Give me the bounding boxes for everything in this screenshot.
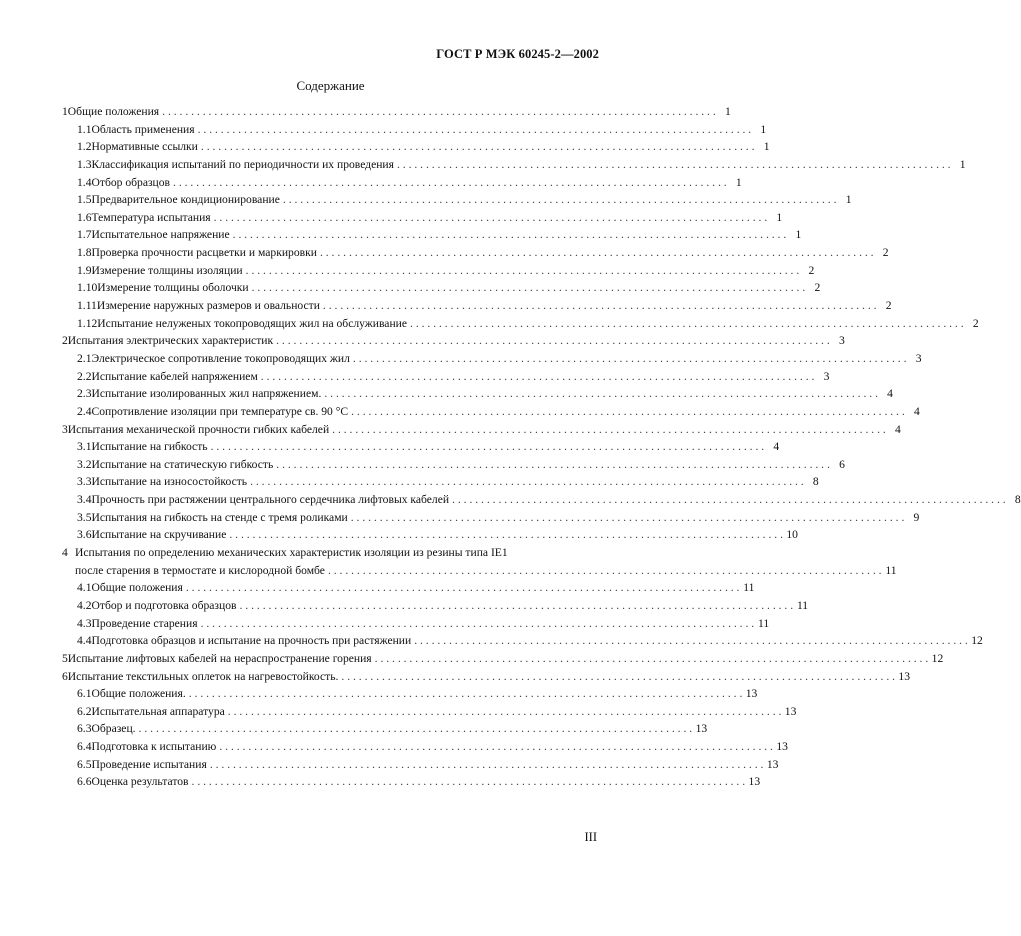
toc-entry-title: Проведение испытания — [91, 757, 207, 771]
toc-title: Содержание — [296, 78, 365, 93]
toc-entry-page: 13 — [748, 775, 761, 789]
dot-leader — [192, 773, 746, 791]
toc-entry-title: Испытание нелуженых токопроводящих жил на обслуживание — [97, 316, 408, 330]
toc-entry-page: 8 — [812, 475, 819, 489]
toc-entry[interactable] — [62, 456, 845, 474]
toc-entry[interactable] — [62, 632, 983, 650]
toc-entry-title: Подготовка к испытанию — [91, 740, 217, 754]
toc-entry-4[interactable] — [62, 544, 598, 562]
toc-entry[interactable] — [62, 579, 755, 597]
toc-entry-number: 1.3 — [77, 157, 92, 171]
toc-entry-title: Отбор и подготовка образцов — [91, 598, 237, 612]
dot-leader — [201, 615, 755, 633]
toc-entry-number: 4.4 — [77, 634, 92, 648]
toc-entry[interactable] — [62, 756, 779, 774]
dot-leader — [328, 562, 882, 580]
toc-entry[interactable] — [62, 332, 845, 350]
dot-leader — [261, 368, 815, 386]
dot-leader — [341, 668, 895, 686]
toc-entry-title: Нормативные ссылки — [91, 140, 198, 154]
toc-entry-number: 6 — [62, 669, 68, 683]
toc-entry-page: 13 — [776, 740, 788, 754]
toc-entry[interactable] — [62, 421, 901, 439]
toc-entry-page: 11 — [885, 563, 897, 577]
toc-entry-page: 1 — [763, 140, 770, 154]
toc-entry[interactable] — [62, 526, 798, 544]
toc-entry-number: 1.11 — [77, 299, 97, 313]
toc-entry-number: 1.10 — [77, 281, 98, 295]
toc-entry-page: 13 — [695, 722, 708, 736]
toc-entry-number: 6.6 — [77, 775, 92, 789]
toc-entry[interactable] — [62, 262, 815, 280]
toc-entry[interactable] — [62, 279, 821, 297]
toc-entry-page: 1 — [776, 210, 783, 224]
toc-entry[interactable] — [62, 138, 770, 156]
toc-entry-title-continued: после старения в термостате и кислородной бомбе — [75, 563, 325, 577]
toc-entry[interactable] — [62, 473, 819, 491]
toc-entry-number: 4.3 — [77, 616, 92, 630]
dot-leader — [323, 297, 877, 315]
dot-leader — [252, 279, 806, 297]
toc-entry-number: 6.2 — [77, 704, 92, 718]
toc-entry-page: 2 — [885, 299, 892, 313]
toc-entry[interactable] — [62, 244, 889, 262]
toc-entry-title: Классификация испытаний по периодичности их проведения — [91, 157, 394, 171]
toc-entry-page: 1 — [959, 157, 966, 171]
standard-designation: ГОСТ Р МЭК 60245-2—2002 — [436, 47, 599, 61]
toc-entry-title: Общие положения — [67, 105, 160, 118]
dot-leader — [219, 738, 773, 756]
toc-entry-number: 1 — [62, 105, 68, 118]
dot-leader — [240, 597, 794, 615]
dot-leader — [276, 456, 830, 474]
toc-entry-title: Измерение наружных размеров и овальности — [96, 299, 320, 313]
toc-entry-page: 1 — [795, 228, 802, 242]
toc-entry[interactable] — [62, 668, 911, 686]
toc-entry-number: 1.7 — [77, 228, 92, 242]
toc-entry-page: 9 — [913, 510, 920, 524]
toc-entry-title: Испытание на износостойкость — [91, 475, 248, 489]
toc-entry-title: Общие положения — [91, 581, 183, 595]
toc-entry-page: 4 — [894, 422, 901, 436]
toc-entry-number: 2.2 — [77, 369, 92, 383]
toc-entry-number: 1.12 — [77, 316, 98, 330]
dot-leader — [211, 438, 765, 456]
toc-entry-title: Испытания по определению механических характеристик изоляции из резины типа IE1 — [75, 546, 508, 560]
toc-entry-number: 4.2 — [77, 598, 92, 612]
toc-entry-page: 1 — [845, 193, 852, 207]
toc-entry[interactable] — [62, 509, 920, 527]
dot-leader — [228, 703, 782, 721]
toc-entry-page: 13 — [784, 704, 797, 718]
toc-entry-number: 2 — [62, 334, 68, 348]
toc-entry[interactable] — [62, 103, 731, 121]
toc-entry-number: 1.1 — [77, 122, 92, 136]
dot-leader — [201, 138, 755, 156]
toc-entry[interactable] — [62, 703, 797, 721]
toc-entry-page: 4 — [773, 440, 780, 454]
dot-leader — [214, 209, 768, 227]
toc-entry-page: 3 — [838, 334, 845, 348]
toc-entry-page: 11 — [796, 598, 809, 612]
toc-entry-title: Испытание текстильных оплеток на нагревостойкость. — [67, 669, 339, 683]
toc-entry-page: 12 — [931, 651, 944, 665]
toc-entry[interactable] — [62, 597, 809, 615]
toc-entry-title: Отбор образцов — [91, 175, 171, 189]
toc-entry-title: Электрическое сопротивление токопроводящих жил — [91, 351, 350, 365]
toc-entry-page: 1 — [735, 175, 742, 189]
toc-entry[interactable] — [62, 615, 770, 633]
toc-entry-number: 3.1 — [77, 440, 92, 454]
toc-entry-page: 13 — [745, 687, 758, 701]
toc-entry-title: Предварительное кондиционирование — [91, 193, 280, 207]
toc-entry-title: Температура испытания — [91, 210, 211, 224]
table-of-contents — [62, 103, 1021, 791]
toc-entry-title: Испытания на гибкость на стенде с тремя роликами — [91, 510, 348, 524]
toc-entry[interactable] — [62, 121, 767, 139]
toc-entry[interactable] — [62, 368, 830, 386]
dot-leader — [397, 156, 951, 174]
toc-entry-title: Испытания механической прочности гибких кабелей — [67, 422, 330, 436]
toc-entry-number: 3.5 — [77, 510, 92, 524]
toc-entry-page: 11 — [743, 581, 755, 595]
dot-leader — [189, 685, 743, 703]
toc-entry[interactable] — [62, 773, 761, 791]
dot-leader — [320, 244, 874, 262]
toc-entry-title: Измерение толщины оболочки — [97, 281, 249, 295]
dot-leader — [324, 385, 878, 403]
toc-entry-title: Испытание на статическую гибкость — [91, 457, 274, 471]
toc-entry[interactable] — [62, 738, 788, 756]
toc-entry-page: 4 — [913, 404, 920, 418]
dot-leader — [186, 579, 740, 597]
dot-leader — [351, 403, 905, 421]
toc-entry-title: Область применения — [91, 122, 195, 136]
toc-entry-page: 3 — [915, 351, 922, 365]
dot-leader — [410, 315, 964, 333]
toc-entry[interactable] — [62, 174, 742, 192]
toc-entry-page: 12 — [971, 634, 983, 648]
toc-entry-title: Испытательная аппаратура — [91, 704, 225, 718]
toc-entry-title: Испытание на гибкость — [91, 440, 208, 454]
toc-entry-page: 4 — [887, 387, 893, 401]
toc-entry-title: Общие положения. — [91, 687, 186, 701]
toc-entry-number: 3.6 — [77, 528, 92, 542]
dot-leader — [375, 650, 929, 668]
toc-entry-title: Испытание на скручивание — [91, 528, 227, 542]
dot-leader — [250, 473, 804, 491]
toc-entry[interactable] — [62, 226, 802, 244]
toc-entry-title: Испытания электрических характеристик — [67, 334, 274, 348]
dot-leader — [283, 191, 837, 209]
page-number: III — [584, 830, 597, 844]
toc-entry-number: 6.5 — [77, 757, 92, 771]
toc-entry-title: Проверка прочности расцветки и маркировки — [91, 246, 317, 260]
toc-entry-title: Испытание лифтовых кабелей на нераспространение горения — [67, 651, 372, 665]
toc-entry-number: 2.4 — [77, 404, 92, 418]
toc-entry[interactable] — [62, 156, 966, 174]
dot-leader — [351, 509, 905, 527]
dot-leader — [210, 756, 764, 774]
toc-entry[interactable] — [62, 491, 1021, 509]
toc-entry-page: 6 — [839, 457, 845, 471]
toc-entry[interactable] — [62, 315, 979, 333]
toc-entry-number: 6.1 — [77, 687, 92, 701]
toc-entry-title: Подготовка образцов и испытание на прочность при растяжении — [91, 634, 412, 648]
dot-leader — [353, 350, 907, 368]
toc-entry-title: Образец. — [91, 722, 136, 736]
toc-entry-number: 1.4 — [77, 175, 92, 189]
toc-entry[interactable] — [62, 385, 893, 403]
toc-entry-4-continued[interactable] — [62, 562, 897, 580]
toc-entry-number: 3.3 — [77, 475, 92, 489]
toc-entry-page: 13 — [898, 669, 911, 683]
toc-entry-number: 2.3 — [77, 387, 92, 401]
dot-leader — [198, 121, 752, 139]
toc-entry[interactable] — [62, 191, 852, 209]
dot-leader — [246, 262, 800, 280]
toc-entry[interactable] — [62, 297, 892, 315]
dot-leader — [162, 103, 716, 121]
toc-entry-page: 13 — [766, 757, 779, 771]
toc-entry-page: 3 — [823, 369, 830, 383]
dot-leader — [276, 332, 830, 350]
toc-entry-page: 2 — [972, 316, 979, 330]
toc-entry-page: 2 — [882, 246, 889, 260]
toc-entry-number: 1.6 — [77, 210, 92, 224]
toc-entry-number: 4.1 — [77, 581, 92, 595]
toc-entry-number: 4 — [62, 546, 68, 560]
toc-entry-number: 3 — [62, 422, 68, 436]
toc-entry-title: Оценка результатов — [91, 775, 189, 789]
toc-entry-number: 2.1 — [77, 351, 92, 365]
toc-entry-page: 2 — [814, 281, 821, 295]
dot-leader — [229, 526, 783, 544]
toc-entry-number: 1.9 — [77, 263, 92, 277]
toc-entry[interactable] — [62, 650, 944, 668]
dot-leader — [414, 632, 968, 650]
toc-entry-number: 3.2 — [77, 457, 92, 471]
toc-entry-page: 11 — [758, 616, 770, 630]
dot-leader — [332, 421, 886, 439]
toc-entry[interactable] — [62, 720, 708, 738]
toc-entry[interactable] — [62, 685, 758, 703]
dot-leader — [173, 174, 727, 192]
dot-leader — [139, 720, 693, 738]
toc-entry[interactable] — [62, 403, 920, 421]
toc-entry-number: 3.4 — [77, 493, 92, 507]
toc-entry-title: Измерение толщины изоляции — [91, 263, 243, 277]
toc-entry-number: 1.2 — [77, 140, 92, 154]
toc-entry-number: 6.4 — [77, 740, 92, 754]
toc-entry[interactable] — [62, 209, 783, 227]
toc-entry-number: 1.5 — [77, 193, 92, 207]
toc-entry-page: 1 — [760, 122, 767, 136]
toc-entry-title: Сопротивление изоляции при температуре св. 90 °С — [91, 404, 349, 418]
toc-entry-title: Испытание изолированных жил напряжением. — [91, 387, 322, 401]
toc-entry-title: Проведение старения — [91, 616, 198, 630]
dot-leader — [452, 491, 1006, 509]
toc-entry-page: 1 — [724, 105, 731, 118]
toc-entry-page: 8 — [1014, 493, 1021, 507]
toc-entry[interactable] — [62, 350, 922, 368]
toc-entry-number: 6.3 — [77, 722, 92, 736]
toc-entry[interactable] — [62, 438, 780, 456]
toc-entry-number: 1.8 — [77, 246, 92, 260]
toc-entry-title: Испытание кабелей напряжением — [91, 369, 258, 383]
toc-entry-title: Испытательное напряжение — [91, 228, 230, 242]
toc-entry-number: 5 — [62, 651, 68, 665]
dot-leader — [233, 226, 787, 244]
toc-entry-title: Прочность при растяжении центрального сердечника лифтовых кабелей — [91, 493, 450, 507]
toc-entry-page: 2 — [808, 263, 815, 277]
toc-entry-page: 10 — [786, 528, 798, 542]
